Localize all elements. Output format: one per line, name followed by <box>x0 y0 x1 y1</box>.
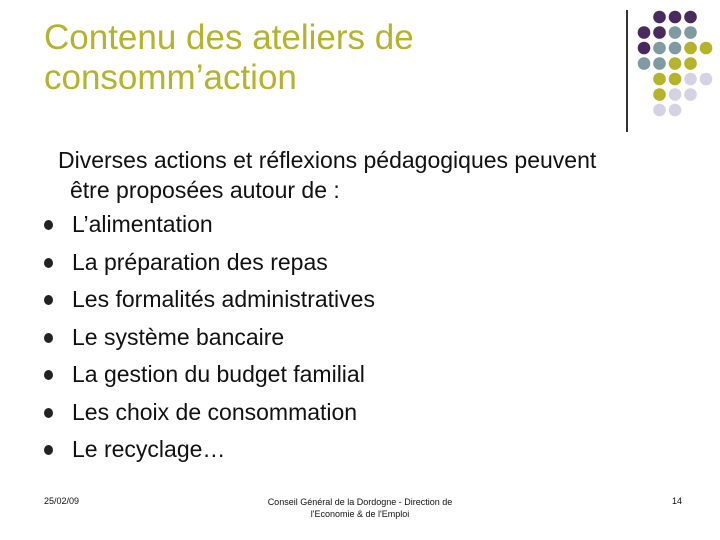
decorative-dot <box>653 42 666 55</box>
decorative-dot <box>653 26 666 39</box>
bullet-icon <box>44 408 53 418</box>
list-item-text: Le système bancaire <box>72 323 285 350</box>
decorative-dot <box>684 11 697 24</box>
title-line-2: consomm’action <box>44 58 297 97</box>
list-item-text: Le recyclage… <box>72 436 226 462</box>
intro-line-2: être proposées autour de : <box>70 177 340 203</box>
intro-line-1: Diverses actions et réflexions pédagogiques peuvent <box>58 147 597 173</box>
decorative-dot <box>653 73 666 86</box>
bullet-list <box>44 206 375 469</box>
list-item-text: La préparation des repas <box>72 248 328 275</box>
list-item <box>44 206 375 244</box>
decorative-dot <box>638 57 651 70</box>
list-item-text: Les formalités administratives <box>72 286 375 312</box>
list-item <box>44 356 375 394</box>
decorative-dot-grid <box>0 0 720 140</box>
footer-organization <box>240 496 480 520</box>
decorative-dot <box>684 88 697 101</box>
bullet-icon <box>44 333 53 343</box>
decorative-dot <box>638 26 651 39</box>
decorative-dot <box>669 73 682 86</box>
decorative-dot <box>653 104 666 117</box>
list-item <box>44 319 375 357</box>
bullet-icon <box>44 295 53 305</box>
list-item-text: La gestion du budget familial <box>72 361 365 387</box>
decorative-dot <box>684 42 697 55</box>
title-line-1: Contenu des ateliers de <box>44 18 414 57</box>
decorative-dot <box>653 57 666 70</box>
bullet-icon <box>44 370 53 380</box>
decorative-dot <box>684 57 697 70</box>
list-item <box>44 431 375 469</box>
bullet-icon <box>44 258 53 268</box>
decorative-dot <box>684 73 697 86</box>
list-item <box>44 281 375 319</box>
decorative-dot <box>669 11 682 24</box>
bullet-icon <box>44 220 53 230</box>
decorative-dot <box>700 42 713 55</box>
decorative-dot <box>653 88 666 101</box>
decorative-dot <box>700 73 713 86</box>
footer-date: 25/02/09 <box>44 496 80 506</box>
list-item <box>44 244 375 282</box>
decorative-dot <box>638 42 651 55</box>
intro-text <box>58 145 698 205</box>
footer-page-number: 14 <box>671 496 682 506</box>
list-item-text: Les choix de consommation <box>72 398 358 425</box>
decorative-dot <box>669 57 682 70</box>
decorative-dot <box>684 26 697 39</box>
bullet-icon <box>44 445 53 455</box>
decorative-dot <box>669 42 682 55</box>
footer-org-line-1: Conseil Général de la Dordogne - Direction de <box>267 497 453 507</box>
list-item <box>44 394 375 432</box>
decorative-dot <box>669 26 682 39</box>
decorative-dot <box>669 104 682 117</box>
decorative-dot <box>669 88 682 101</box>
footer-org-line-2: l'Economie & de l'Emploi <box>310 509 410 519</box>
decorative-dot <box>653 11 666 24</box>
list-item-text: L’alimentation <box>72 211 213 237</box>
